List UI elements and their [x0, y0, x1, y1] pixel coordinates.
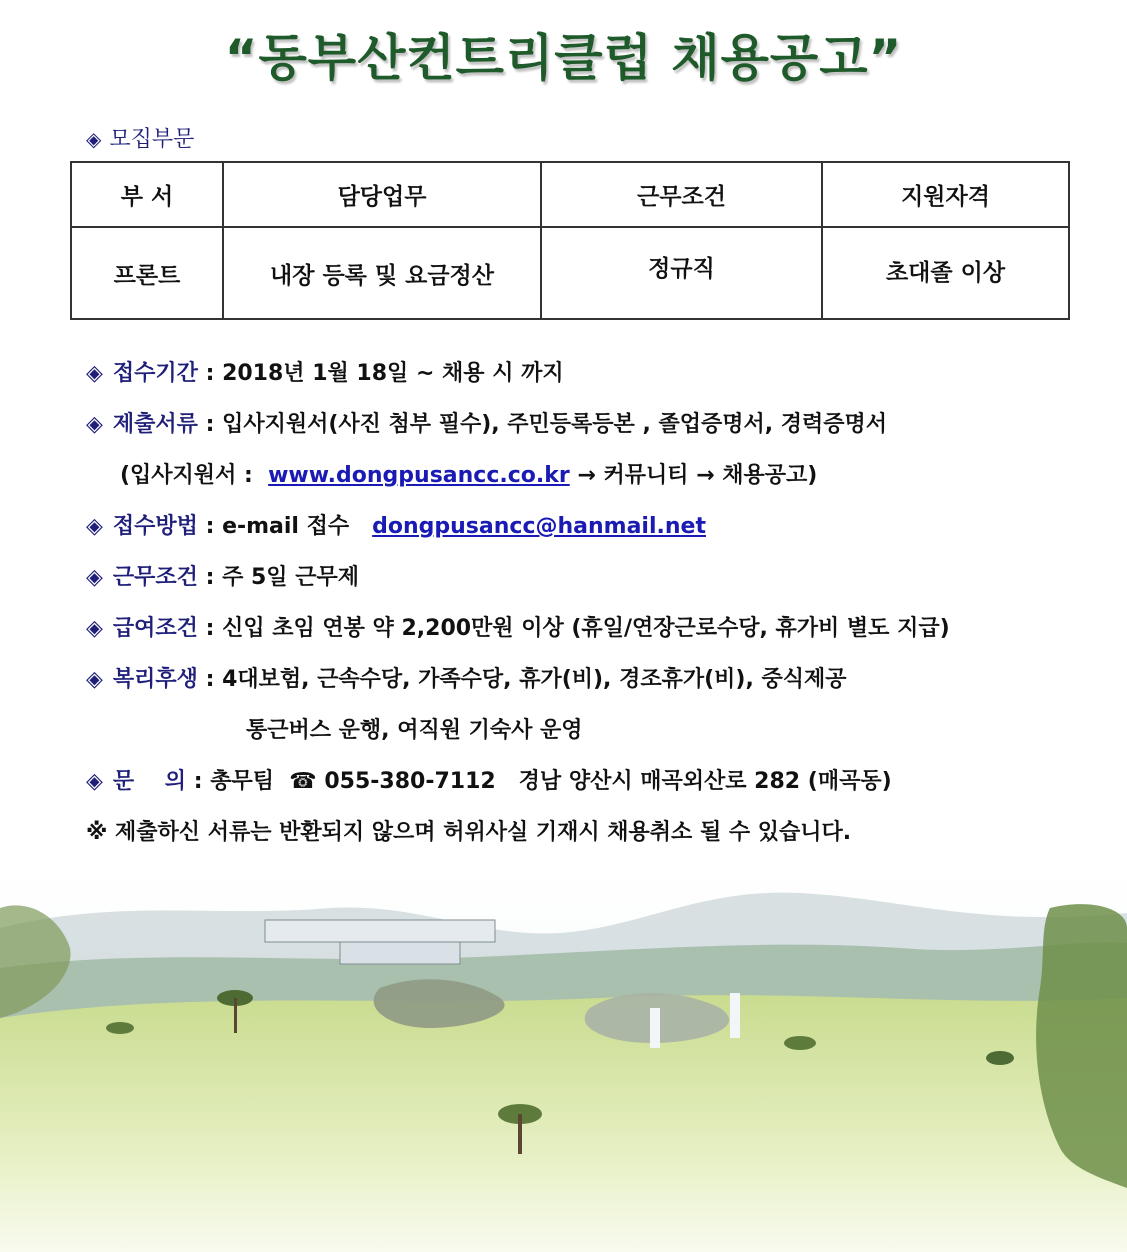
diamond-icon: ◈: [86, 127, 102, 151]
salary-label: 급여조건: [112, 616, 198, 641]
table-header-row: [71, 162, 1069, 227]
phone-icon: ☎: [289, 769, 317, 794]
method-value: : e-mail 접수: [205, 514, 373, 539]
info-salary: [86, 611, 950, 642]
documents-label: 제출서류: [112, 412, 198, 437]
diamond-icon: ◈: [86, 412, 103, 437]
table-row: [71, 227, 1069, 319]
welfare-value: : 4대보험, 근속수당, 가족수당, 휴가(비), 경조휴가(비), 중식제공: [205, 667, 847, 692]
table-cell-department: 프론트: [71, 227, 223, 319]
diamond-icon: ◈: [86, 667, 103, 692]
conditions-value: : 주 5일 근무제: [205, 565, 359, 590]
section-label-text: 모집부문: [109, 127, 195, 152]
table-header-qualifications: 지원자격: [822, 162, 1069, 227]
table-cell-duties: 내장 등록 및 요금정산: [223, 227, 541, 319]
info-method: [86, 509, 706, 540]
website-link[interactable]: www.dongpusancc.co.kr: [268, 463, 570, 488]
info-contact: [86, 764, 892, 795]
diamond-icon: ◈: [86, 616, 103, 641]
info-conditions: [86, 560, 359, 591]
documents-value: : 입사지원서(사진 첨부 필수), 주민등록등본 , 졸업증명서, 경력증명서: [205, 412, 888, 437]
recruitment-table: [70, 161, 1070, 320]
info-welfare: [86, 662, 846, 693]
conditions-label: 근무조건: [112, 565, 198, 590]
method-label: 접수방법: [112, 514, 198, 539]
table-cell-conditions: 정규직: [541, 227, 822, 319]
salary-value: : 신입 초임 연봉 약 2,200만원 이상 (휴일/연장근로수당, 휴가비 별도 지급): [205, 616, 950, 641]
recruitment-section-label: [86, 122, 194, 153]
table-header-department: 부 서: [71, 162, 223, 227]
welfare-value2: 통근버스 운행, 여직원 기숙사 운영: [246, 718, 583, 743]
diamond-icon: ◈: [86, 361, 103, 386]
email-link[interactable]: dongpusancc@hanmail.net: [372, 514, 706, 539]
contact-value-b: 055-380-7112 경남 양산시 매곡외산로 282 (매곡동): [316, 769, 892, 794]
form-prefix: (입사지원서 :: [120, 463, 269, 488]
notice-text: ※ 제출하신 서류는 반환되지 않으며 허위사실 기재시 채용취소 될 수 있습니다.: [86, 820, 852, 845]
table-header-conditions: 근무조건: [541, 162, 822, 227]
diamond-icon: ◈: [86, 514, 103, 539]
contact-label: 문 의: [112, 769, 187, 794]
form-suffix: → 커뮤니티 → 채용공고): [569, 463, 818, 488]
info-documents: [86, 407, 887, 438]
table-cell-qualifications: 초대졸 이상: [822, 227, 1069, 319]
period-label: 접수기간: [112, 361, 198, 386]
contact-value-a: : 총무팀: [193, 769, 290, 794]
info-welfare-cont: [246, 713, 583, 744]
golf-course-illustration: [0, 868, 1127, 1252]
table-header-duties: 담당업무: [223, 162, 541, 227]
info-documents-form: [120, 458, 817, 489]
diamond-icon: ◈: [86, 565, 103, 590]
page-title: “동부산컨트리클럽 채용공고”: [224, 29, 903, 87]
period-value: : 2018년 1월 18일 ~ 채용 시 까지: [205, 361, 564, 386]
welfare-label: 복리후생: [112, 667, 198, 692]
info-period: [86, 356, 564, 387]
diamond-icon: ◈: [86, 769, 103, 794]
